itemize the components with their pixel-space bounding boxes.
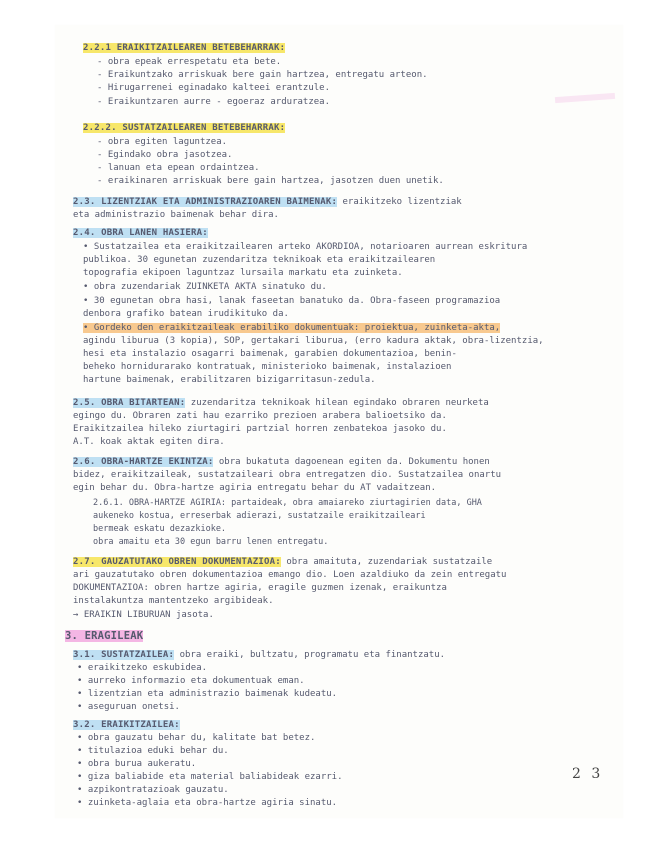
bullet-item: • Sustatzailea eta eraikitzailearen arteko AKORDIOA, notarioaren aurrean eskritura (83, 242, 528, 252)
heading-3: 3. ERAGILEAK (65, 630, 144, 642)
paragraph-2-6-1: 2.6.1. OBRA-HARTZE AGIRIA: partaideak, obra amaiareko ziurtagirien data, GHA (93, 498, 482, 508)
list-item: - eraikinaren arriskuak bere gain hartzea, jasotzen duen unetik. (97, 176, 444, 186)
paragraph-line: egin behar du. Obra-hartze agiria entregatu behar du AT vadaitzean. (73, 483, 437, 493)
paragraph-line: topografia ekipoen laguntzaz lursaila markatu eta zuinketa. (83, 268, 403, 278)
bullet-item: • giza baliabide eta material baliabideak ezarri. (77, 772, 343, 782)
bullet-item: • lizentzian eta administrazio baimenak kudeatu. (77, 689, 338, 699)
paragraph-line: DOKUMENTAZIOA: obren hartze agiria, eragile guzmen izenak, eraikuntza (73, 583, 447, 593)
paragraph-3-1: 3.1. SUSTATZAILEA: obra eraiki, bultzatu, programatu eta finantzatu. (73, 650, 446, 660)
heading-2-4: 2.4. OBRA LANEN HASIERA: (73, 228, 208, 238)
list-item: - Eraikuntzako arriskuak bere gain hartzea, entregatu arteon. (97, 70, 428, 80)
bullet-item: • zuinketa-aglaia eta obra-hartze agiria sinatu. (77, 798, 338, 808)
list-item: - Egindako obra jasotzea. (97, 150, 233, 160)
paragraph-line: bermeak eskatu dezazkioke. (93, 524, 227, 534)
notebook-page (55, 25, 623, 818)
paragraph-line: publikoa. 30 egunetan zuzendaritza teknikoak eta eraikitzailearen (83, 255, 436, 265)
page-number: 2 3 (572, 766, 604, 782)
paragraph-2-5: 2.5. OBRA BITARTEAN: zuzendaritza teknikoak hilean egindako obraren neurketa (73, 398, 489, 408)
paragraph-2-3: 2.3. LIZENTZIAK ETA ADMINISTRAZIOAREN BAIMENAK: eraikitzeko lizentziak (73, 197, 462, 207)
heading-3-2: 3.2. ERAIKITZAILEA: (73, 720, 180, 730)
bullet-item: • obra gauzatu behar du, kalitate bat betez. (77, 733, 316, 743)
bullet-item: • aseguruan onetsi. (77, 702, 180, 712)
heading-2-2-2: 2.2.2. SUSTATZAILEAREN BETEBEHARRAK: (83, 123, 286, 133)
bullet-item: • obra burua aukeratu. (77, 759, 197, 769)
bullet-item: • titulazioa eduki behar du. (77, 746, 229, 756)
list-item: - Hirugarrenei eginadako kalteei erantzule. (97, 83, 330, 93)
list-item: - obra epeak errespetatu eta bete. (97, 57, 282, 67)
bullet-item: • azpikontratazioak gauzatu. (77, 785, 229, 795)
paragraph-line: → ERAIKIN LIBURUAN jasota. (73, 610, 214, 620)
paragraph-line: denbora grafiko batean irudikituko da. (83, 309, 289, 319)
decorative-tape (555, 93, 615, 103)
bullet-item: • obra zuzendariak ZUINKETA AKTA sinatuko du. (83, 282, 327, 292)
paragraph-line: A.T. koak aktak egiten dira. (73, 437, 225, 447)
bullet-item: • Gordeko den eraikitzaileak erabiliko dokumentuak: proiektua, zuinketa-akta, (83, 323, 501, 333)
bullet-item: • 30 egunetan obra hasi, lanak faseetan banatuko da. Obra-faseen programazioa (83, 296, 501, 306)
heading-2-2-1: 2.2.1 ERAIKITZAILEAREN BETEBEHARRAK: (83, 43, 286, 53)
paragraph-line: egingo du. Obraren zati hau ezarriko prezioen arabera balioetsiko da. (73, 411, 447, 421)
paragraph-line: obra amaitu eta 30 egun barru lenen entregatu. (93, 537, 329, 547)
list-item: - lanuan eta epean ordaintzea. (97, 163, 260, 173)
paragraph-line: instalakuntza mantentzeko argibideak. (73, 596, 274, 606)
list-item: - Eraikuntzaren aurre - egoeraz arduratzea. (97, 97, 330, 107)
paragraph-line: Eraikitzailea hileko ziurtagiri partzial horren zenbatekoa jasoko du. (73, 424, 447, 434)
paragraph-2-7: 2.7. GAUZATUTAKO OBREN DOKUMENTAZIOA: obra amaituta, zuzendariak sustatzaile (73, 557, 493, 567)
paragraph-line: agindu liburua (3 kopia), SOP, gertakari liburua, (erro kadura aktak, obra-lizentzia, (83, 336, 544, 346)
paragraph-line: beheko hornidurarako kontratuak, ministerioko baimenak, instalazioen (83, 362, 452, 372)
paragraph-line: ari gauzatutako obren dokumentazioa emango dio. Loen azaldiuko da zein entregatu (73, 570, 507, 580)
paragraph-line: eta administrazio baimenak behar dira. (73, 210, 279, 220)
paragraph-line: hesi eta instalazio osagarri baimenak, garabien dokumentazioa, benin- (83, 349, 457, 359)
paragraph-line: bidez, eraikitzaileak, sustatzaileari obra entregatzen dio. Sustatzailea onartu (73, 470, 502, 480)
paragraph-2-6: 2.6. OBRA-HARTZE EKINTZA: obra bukatuta dagoenean egiten da. Dokumentu honen (73, 457, 490, 467)
paragraph-line: hartune baimenak, erabilitzaren bizigarritasun-zedula. (83, 375, 376, 385)
paragraph-line: aukeneko kostua, erreserbak adierazi, sustatzaile eraikitzaileari (93, 511, 426, 521)
bullet-item: • aurreko informazio eta dokumentuak eman. (77, 676, 305, 686)
bullet-item: • eraikitzeko eskubidea. (77, 663, 208, 673)
list-item: - obra egiten laguntzea. (97, 137, 228, 147)
